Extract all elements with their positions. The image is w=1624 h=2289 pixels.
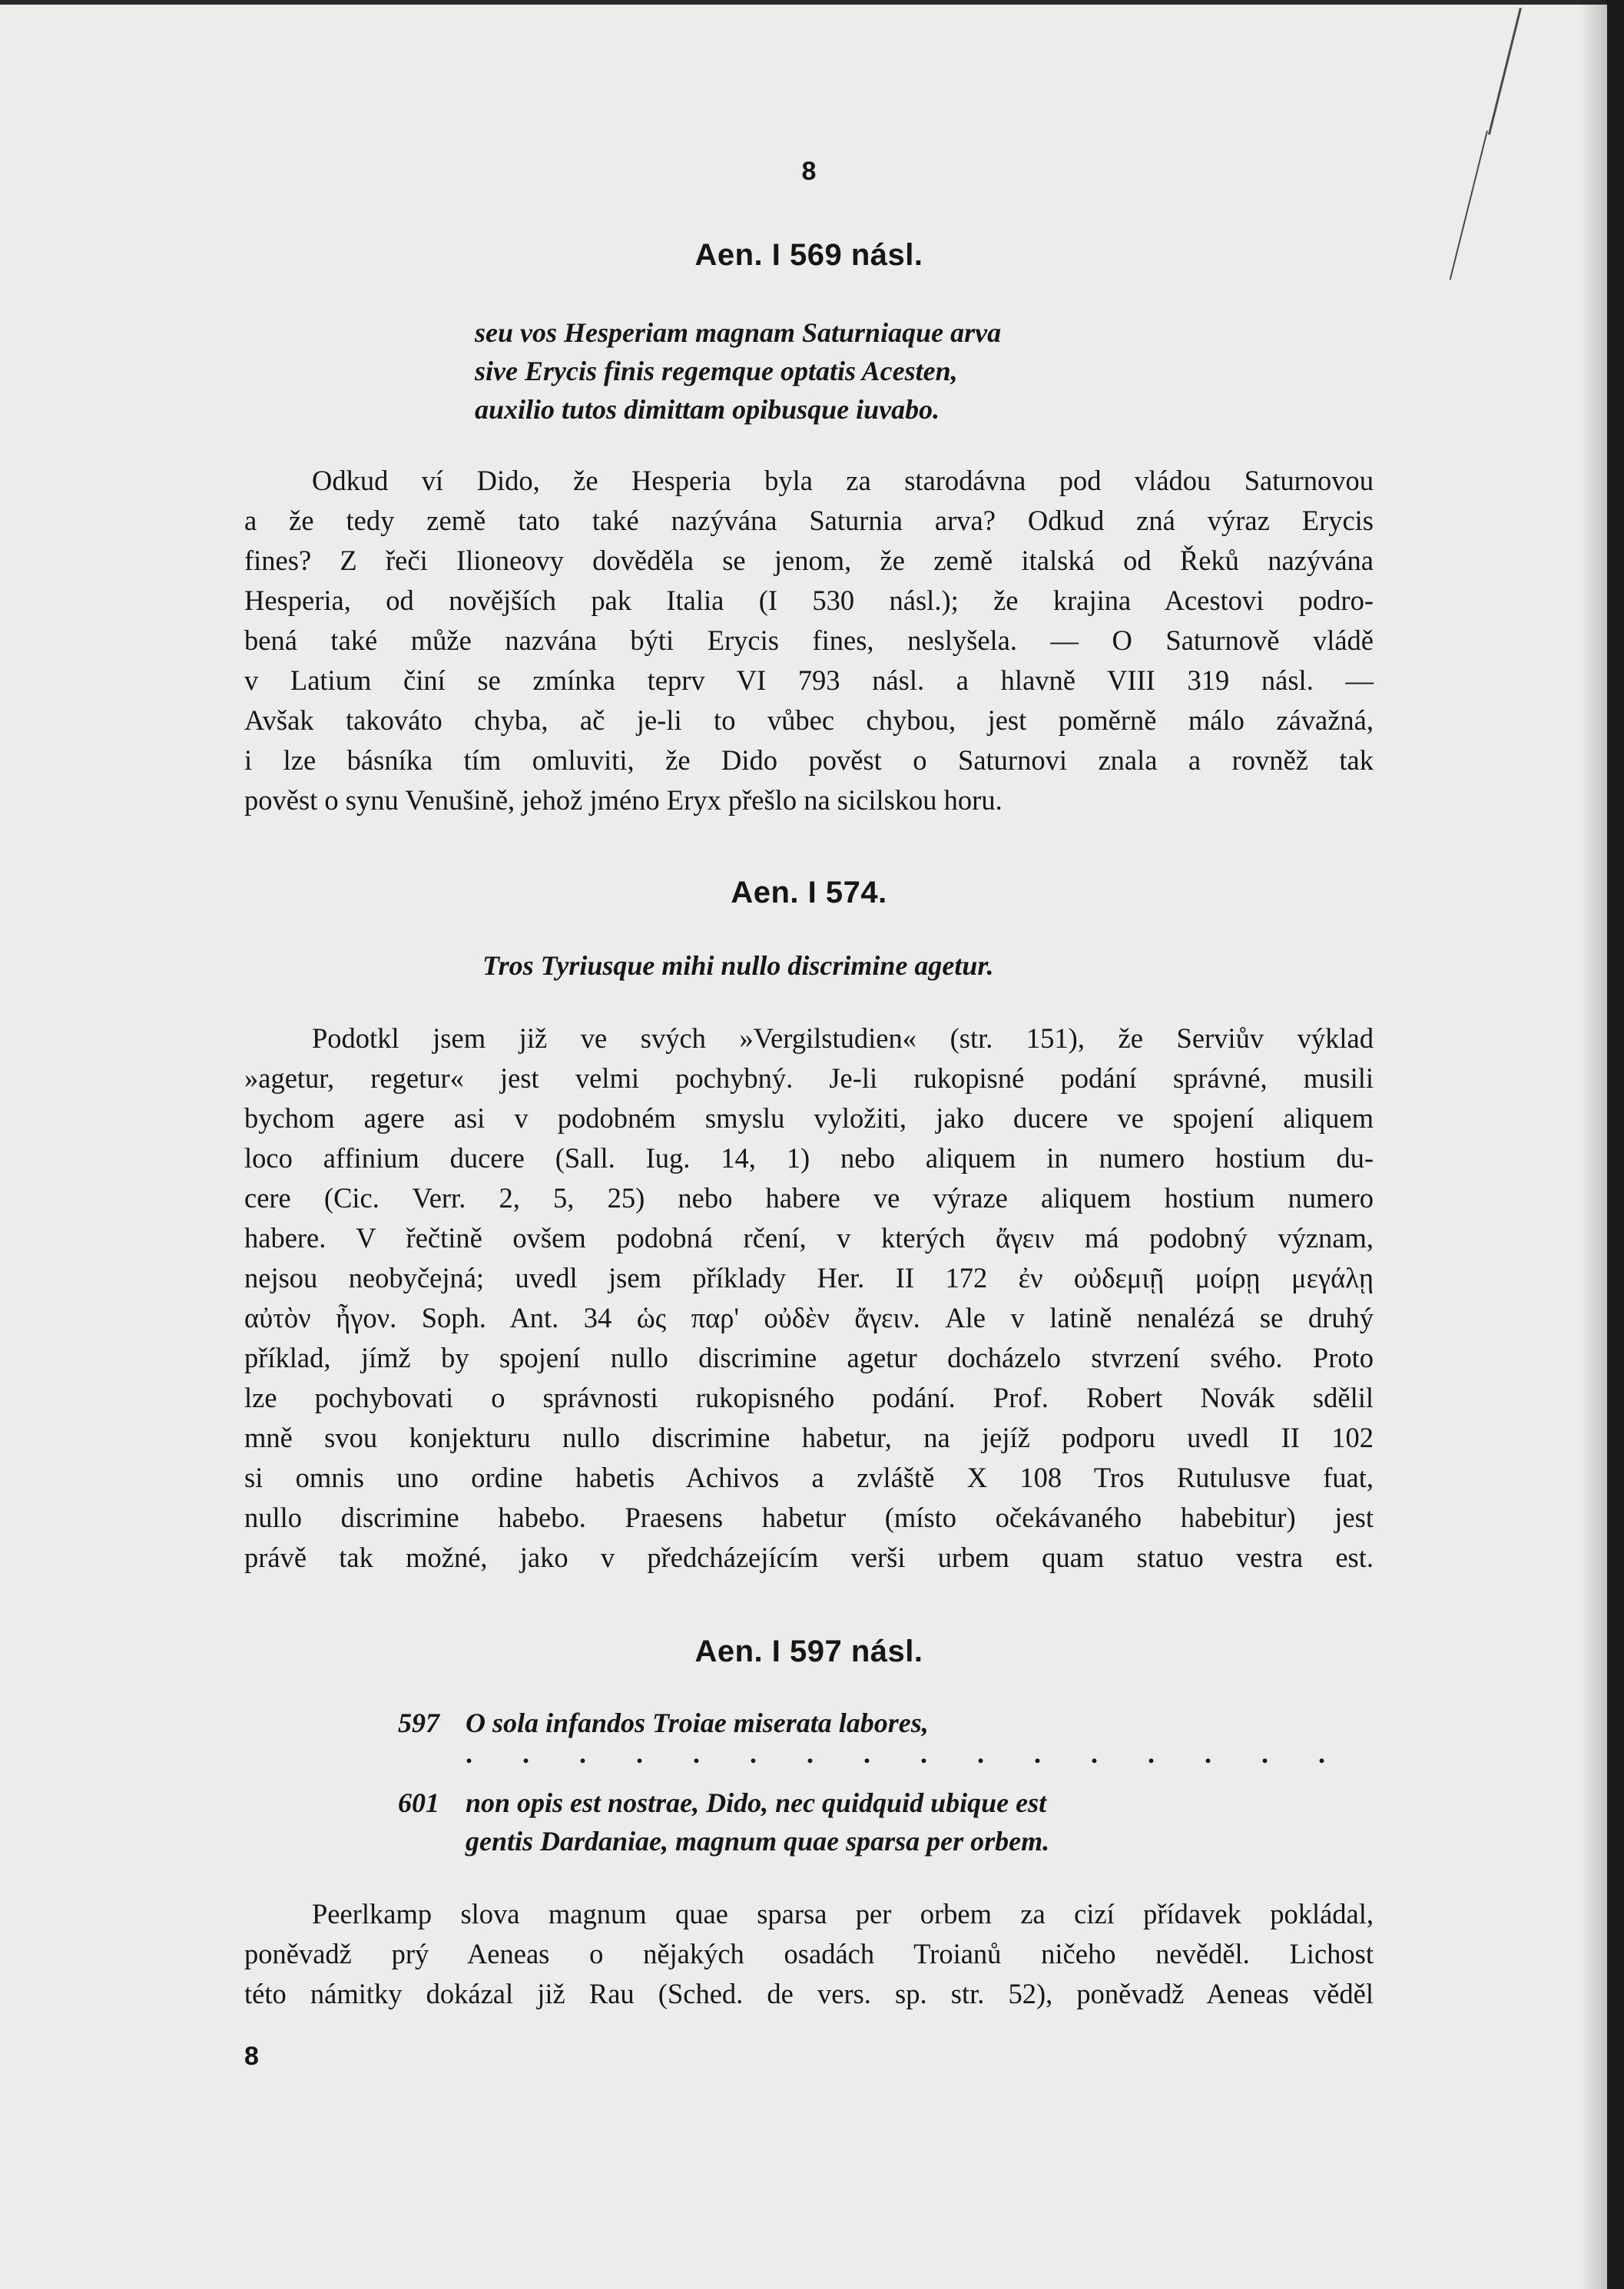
paragraph-line: cere (Cic. Verr. 2, 5, 25) nebo habere ve výraze aliquem hostium numero <box>244 1182 1374 1214</box>
paragraph-line: nejsou neobyčejná; uvedl jsem příklady Her. II 172 ἐν οὐδεμιῇ μοίρῃ μεγάλῃ <box>244 1262 1374 1294</box>
paragraph-line: v Latium činí se zmínka teprv VI 793 násl. a hlavně VIII 319 násl. — <box>244 664 1374 696</box>
verse-line: auxilio tutos dimittam opibusque iuvabo. <box>475 394 940 425</box>
paragraph-line: αὐτὸν ἦγον. Soph. Ant. 34 ὡς παρ' οὐδὲν ἄγειν. Ale v latině nenalézá se druhý <box>244 1302 1374 1333</box>
verse-line <box>398 1704 929 1742</box>
paragraph-line: Peerlkamp slova magnum quae sparsa per orbem za cizí přídavek pokládal, <box>312 1898 1374 1930</box>
verse-quote <box>475 313 1001 429</box>
body-paragraph <box>244 1894 1374 2014</box>
verse-text: O sola infandos Troiae miserata labores, <box>466 1708 929 1738</box>
scan-border-right <box>1607 0 1624 2289</box>
verse-line: sive Erycis finis regemque optatis Acesten, <box>475 356 958 386</box>
body-paragraph <box>244 1019 1374 1578</box>
paragraph-line: Avšak takováto chyba, ač je-li to vůbec chybou, jest poměrně málo závažná, <box>244 704 1374 736</box>
page-number-bottom: 8 <box>244 2042 259 2071</box>
paragraph-line: fines? Z řeči Ilioneovy dověděla se jenom, že země italská od Řeků nazývána <box>244 545 1374 576</box>
paragraph-line: bená také může nazvána býti Erycis fines, neslyšela. — O Saturnově vládě <box>244 624 1374 656</box>
verse-line <box>398 1822 1049 1860</box>
fold-mark <box>1450 131 1488 280</box>
verse-text: non opis est nostrae, Dido, nec quidquid ubique est <box>466 1787 1047 1818</box>
paragraph-line: právě tak možné, jako v předcházejícím verši urbem quam statuo vestra est. <box>244 1542 1374 1573</box>
paragraph-line: pověst o synu Venušině, jehož jméno Eryx přešlo na sicilskou horu. <box>244 784 1003 816</box>
paragraph-line: bychom agere asi v podobném smyslu vyložiti, jako ducere ve spojení aliquem <box>244 1102 1374 1134</box>
paragraph-line: příklad, jímž by spojení nullo discrimine agetur docházelo stvrzení svého. Proto <box>244 1342 1374 1373</box>
verse-number: 601 <box>398 1787 439 1818</box>
paragraph-line: »agetur, regetur« jest velmi pochybný. Je-li rukopisné podání správné, musili <box>244 1062 1374 1094</box>
paragraph-line: této námitky dokázal již Rau (Sched. de vers. sp. str. 52), poněvadž Aeneas věděl <box>244 1978 1374 2009</box>
paragraph-line: Odkud ví Dido, že Hesperia byla za starodávna pod vládou Saturnovou <box>312 465 1374 496</box>
verse-number: 597 <box>398 1708 439 1738</box>
verse-quote <box>482 946 993 985</box>
verse-line: Tros Tyriusque mihi nullo discrimine agetur. <box>482 950 994 981</box>
paragraph-line: a že tedy země tato také nazývána Saturnia arva? Odkud zná výraz Erycis <box>244 505 1374 536</box>
fold-mark <box>1488 8 1522 135</box>
numbered-verse-quote <box>398 1784 1049 1860</box>
verse-text: gentis Dardaniae, magnum quae sparsa per orbem. <box>466 1826 1050 1857</box>
paragraph-line: Podotkl jsem již ve svých »Vergilstudien« (str. 151), že Serviův výklad <box>312 1022 1374 1054</box>
section-heading: Aen. I 569 násl. <box>694 238 923 272</box>
paragraph-line: mně svou konjekturu nullo discrimine habetur, na jejíž podporu uvedl II 102 <box>244 1422 1374 1453</box>
verse-line <box>398 1784 1049 1822</box>
paragraph-line: Hesperia, od novějších pak Italia (I 530 násl.); že krajina Acestovi podro- <box>244 585 1374 616</box>
paragraph-line: habere. V řečtině ovšem podobná rčení, v kterých ἄγειν má podobný význam, <box>244 1222 1374 1254</box>
paragraph-line: si omnis uno ordine habetis Achivos a zvláště X 108 Tros Rutulusve fuat, <box>244 1462 1374 1493</box>
paragraph-line: nullo discrimine habebo. Praesens habetur (místo očekávaného habebitur) jest <box>244 1502 1374 1533</box>
paragraph-line: lze pochybovati o správnosti rukopisného podání. Prof. Robert Novák sdělil <box>244 1382 1374 1413</box>
section-heading: Aen. I 574. <box>731 876 887 909</box>
verse-ellipsis: . . . . . . . . . . . . . . . . <box>466 1738 1347 1769</box>
paragraph-line: loco affinium ducere (Sall. Iug. 14, 1) nebo aliquem in numero hostium du- <box>244 1142 1374 1174</box>
scan-border-top <box>0 0 1624 5</box>
section-heading: Aen. I 597 násl. <box>694 1635 923 1668</box>
paragraph-line: poněvadž prý Aeneas o nějakých osadách Troianů ničeho nevěděl. Lichost <box>244 1938 1374 1969</box>
scan-shadow <box>1579 0 1607 2289</box>
verse-line: seu vos Hesperiam magnam Saturniaque arva <box>475 317 1002 348</box>
paragraph-line: i lze básníka tím omluviti, že Dido pověst o Saturnovi znala a rovněž tak <box>244 744 1374 776</box>
numbered-verse-quote <box>398 1704 929 1742</box>
page-number-top: 8 <box>801 157 817 186</box>
body-paragraph <box>244 461 1374 820</box>
